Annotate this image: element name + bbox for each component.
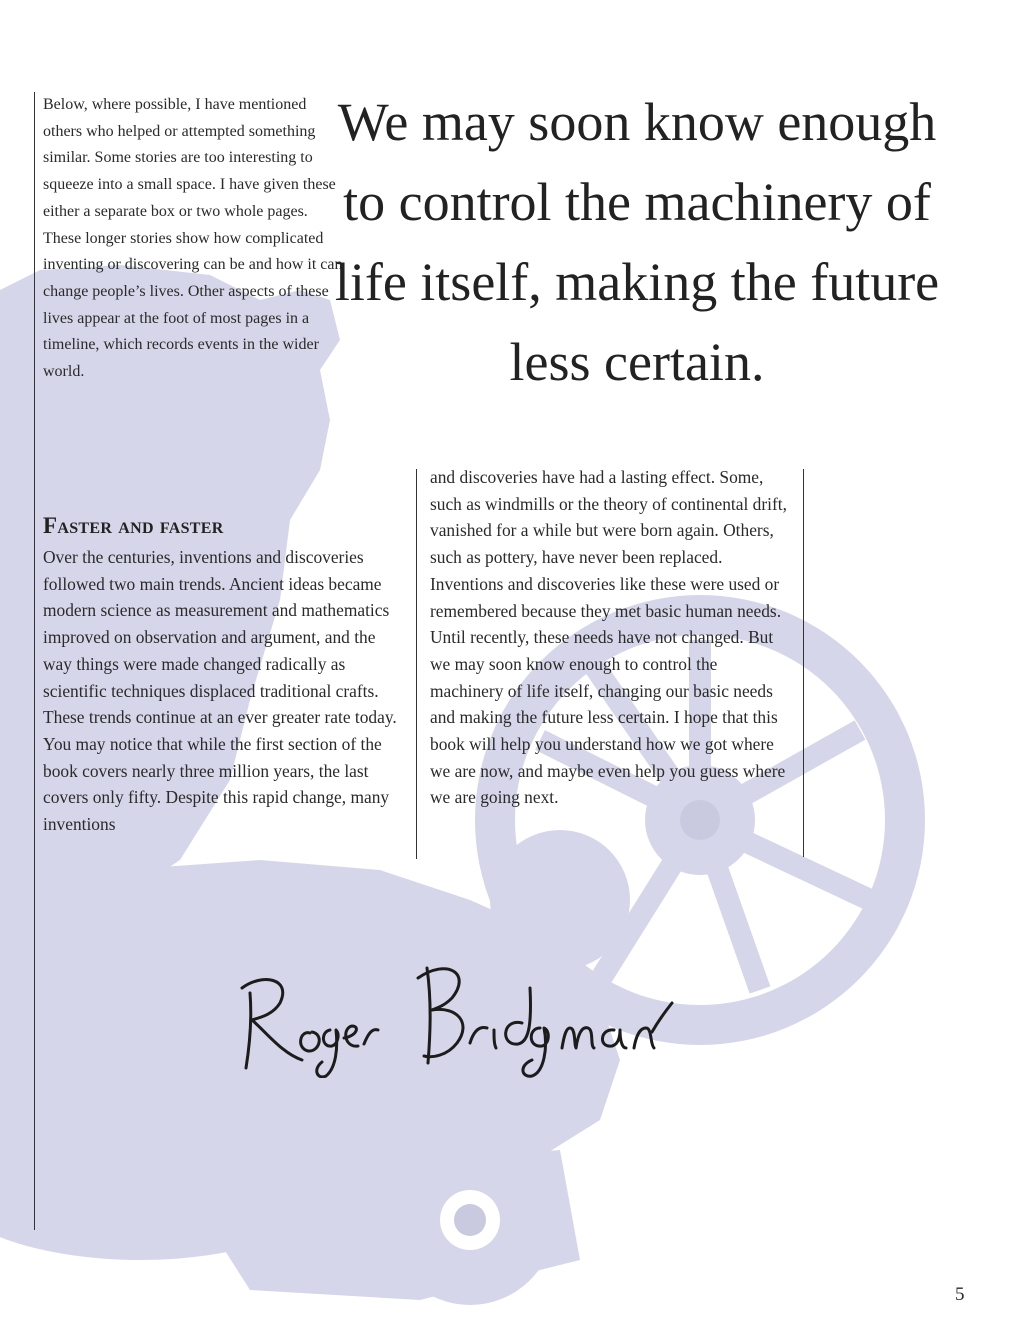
pull-quote: We may soon know enough to control the machinery of life itself, making the future less certain.	[334, 92, 940, 392]
intro-paragraph: Below, where possible, I have mentioned others who helped or attempted something similar. Some stories are too interesting to squeeze into a small space. I have given these either a separate box or two whole pages. These longer stories show how complicated inventing or discovering can be and how it can change people’s lives. Other aspects of these lives appear at the foot of most pages in a timeline, which records events in the wider world.	[43, 96, 343, 381]
body-column-left: Over the centuries, inventions and discoveries followed two main trends. Ancient ideas became modern science as measurement and mathematics improved on observation and argument, and the way things were made changed radically as scientific techniques displaced traditional crafts. These trends continue at an ever greater rate today. You may notice that while the first section of the book covers nearly three million years, the last covers only fifty. Despite this rapid change, many inventions	[43, 547, 397, 835]
page-number: 5	[955, 1284, 965, 1305]
body-column-right: and discoveries have had a lasting effect. Some, such as windmills or the theory of continental drift, vanished for a while but were born again. Others, such as pottery, have never been replaced. Inventions and discoveries like these were used or remembered because they met basic human needs. Until recently, these needs have not changed. But we may soon know enough to control the machinery of life itself, changing our basic needs and making the future less certain. I hope that this book will help you understand how we got where we are now, and maybe even help you guess where we are going next.	[430, 467, 787, 808]
right-column-rule	[803, 469, 804, 857]
middle-column-rule	[416, 469, 417, 859]
author-signature	[232, 948, 682, 1078]
left-column-rule	[34, 92, 35, 1230]
intro-column	[43, 92, 343, 386]
section-heading: Faster and faster	[43, 513, 224, 538]
